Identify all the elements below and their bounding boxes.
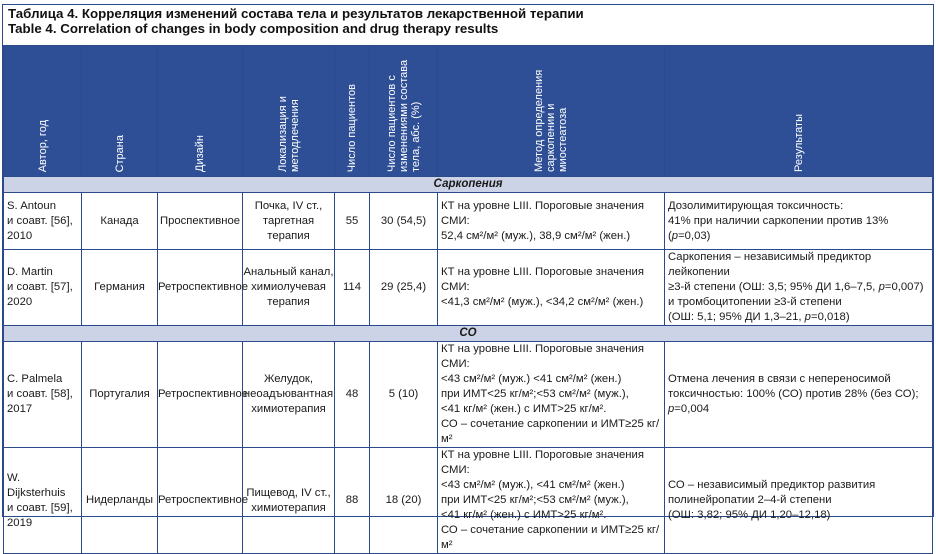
results-line: ≥3-й степени (ОШ: 3,5; 95% ДИ 1,6–7,5, p=0,007) <box>668 281 924 293</box>
method-line: СО – сочетание саркопении и ИМТ≥25 кг/м² <box>441 418 660 445</box>
cell-results <box>665 193 933 250</box>
author-line: и соавт. [57], <box>7 281 73 293</box>
localization-line: Желудок, <box>263 373 314 385</box>
localization-line: Анальный канал, <box>243 266 334 278</box>
cell-design: Ретроспективное <box>158 448 243 554</box>
results-line: полинейропатии 2–4-й степени <box>668 494 832 506</box>
section-row <box>4 177 933 193</box>
cell-author <box>4 193 82 250</box>
localization-line: химиотерапия <box>251 501 326 514</box>
method-line: КТ на уровне LIII. Пороговые значения СМИ: <box>441 449 644 476</box>
table-caption <box>8 6 928 36</box>
cell-patients: 48 <box>335 342 370 448</box>
table-body <box>4 177 933 554</box>
cell-localization <box>243 193 335 250</box>
author-line: и соавт. [56], <box>7 214 73 227</box>
author-line: и соавт. [58], <box>7 388 73 400</box>
cell-author <box>4 250 82 326</box>
author-line: D. Martin <box>7 266 53 278</box>
header-design: Дизайн <box>158 46 243 177</box>
localization-line: таргетная <box>262 214 315 227</box>
section-row <box>4 326 933 342</box>
header-author: Автор, год <box>4 46 82 177</box>
cell-country: Португалия <box>82 342 158 448</box>
cell-design: Ретроспективное <box>158 250 243 326</box>
table-row <box>4 342 933 448</box>
section-title: Саркопения <box>4 177 933 193</box>
author-line: 2010 <box>7 229 33 242</box>
cell-method <box>438 193 665 250</box>
author-line: 2017 <box>7 403 33 415</box>
method-line: при ИМТ<25 кг/м²;<53 см²/м² (муж.), <box>441 494 629 506</box>
localization-line: терапия <box>267 296 310 308</box>
cell-localization <box>243 448 335 554</box>
localization-line: Пищевод, IV ст., <box>246 486 331 499</box>
table-row <box>4 250 933 326</box>
cell-localization <box>243 250 335 326</box>
author-line: S. Antoun <box>7 199 56 212</box>
author-line: 2019 <box>7 516 33 529</box>
method-line: КТ на уровне LIII. Пороговые значения СМИ: <box>441 199 644 227</box>
method-line: КТ на уровне LIII. Пороговые значения СМИ: <box>441 343 644 370</box>
header-method: Метод определения саркопении и миостеатоза <box>438 46 665 177</box>
results-line: (ОШ: 5,1; 95% ДИ 1,3–21, p=0,018) <box>668 311 850 323</box>
cell-author <box>4 448 82 554</box>
cell-country: Германия <box>82 250 158 326</box>
method-line: <41,3 см²/м² (муж.), <34,2 см²/м² (жен.) <box>441 296 644 308</box>
header-row <box>4 46 933 177</box>
author-line: и соавт. [59], <box>7 501 73 514</box>
localization-line: химиолучевая <box>251 281 326 293</box>
table-row <box>4 448 933 554</box>
cell-method <box>438 250 665 326</box>
cell-patients: 55 <box>335 193 370 250</box>
cell-method <box>438 448 665 554</box>
table-row <box>4 193 933 250</box>
header-results: Результаты <box>665 46 933 177</box>
caption-ru: Таблица 4. Корреляция изменений состава тела и результатов лекарственной терапии <box>8 6 584 21</box>
cell-country: Нидерланды <box>82 448 158 554</box>
cell-changed: 5 (10) <box>370 342 438 448</box>
results-line: Саркопения – независимый предиктор лейкопении <box>668 251 872 278</box>
localization-line: химиотерапия <box>251 403 326 415</box>
cell-patients: 88 <box>335 448 370 554</box>
method-line: 52,4 см²/м² (муж.), 38,9 см²/м² (жен.) <box>441 229 631 242</box>
results-line: 41% при наличии саркопении против 13% (p=0,03) <box>668 214 889 242</box>
cell-patients: 114 <box>335 250 370 326</box>
method-line: КТ на уровне LIII. Пороговые значения СМИ: <box>441 266 644 293</box>
method-line: СО – сочетание саркопении и ИМТ≥25 кг/м² <box>441 524 660 551</box>
cell-author <box>4 342 82 448</box>
localization-line: Почка, IV ст., <box>254 199 323 212</box>
header-changed: Число пациентов с изменениями состава тела, абс. (%) <box>370 46 438 177</box>
cell-localization <box>243 342 335 448</box>
cell-changed: 18 (20) <box>370 448 438 554</box>
cell-changed: 29 (25,4) <box>370 250 438 326</box>
data-table <box>3 45 933 554</box>
results-line: (ОШ: 3,82; 95% ДИ 1,20–12,18) <box>668 509 831 521</box>
cell-changed: 30 (54,5) <box>370 193 438 250</box>
results-line: Дозолимитирующая токсичность: <box>668 199 844 212</box>
localization-line: неоадъювантная <box>243 388 334 400</box>
author-line: C. Palmela <box>7 373 63 385</box>
cell-country: Канада <box>82 193 158 250</box>
method-line: <43 см²/м² (муж.) <41 см²/м² (жен.) <box>441 373 622 385</box>
header-localization: Локализация и методлечения <box>243 46 335 177</box>
results-line: и тромбоцитопении ≥3-й степени <box>668 296 842 308</box>
author-line: 2020 <box>7 296 33 308</box>
cell-results <box>665 448 933 554</box>
caption-en: Table 4. Correlation of changes in body composition and drug therapy results <box>8 21 499 36</box>
method-line: <41 кг/м² (жен.) с ИМТ>25 кг/м². <box>441 403 607 415</box>
method-line: <41 кг/м² (жен.) с ИМТ>25 кг/м². <box>441 509 607 521</box>
cell-results <box>665 342 933 448</box>
results-line: токсичностью: 100% (СО) против 28% (без СО); p=0,004 <box>668 388 919 415</box>
results-line: Отмена лечения в связи с непереносимой <box>668 373 891 385</box>
cell-design: Проспективное <box>158 193 243 250</box>
method-line: <43 см²/м² (муж.), <41 см²/м² (жен.) <box>441 479 625 491</box>
localization-line: терапия <box>267 229 310 242</box>
method-line: при ИМТ<25 кг/м²;<53 см²/м² (муж.), <box>441 388 629 400</box>
cell-method <box>438 342 665 448</box>
cell-design: Ретроспективное <box>158 342 243 448</box>
results-line: СО – независимый предиктор развития <box>668 479 876 491</box>
section-title: СО <box>4 326 933 342</box>
header-patients: Число пациентов <box>335 46 370 177</box>
cell-results <box>665 250 933 326</box>
header-country: Страна <box>82 46 158 177</box>
author-line: W. Dijksterhuis <box>7 471 66 499</box>
